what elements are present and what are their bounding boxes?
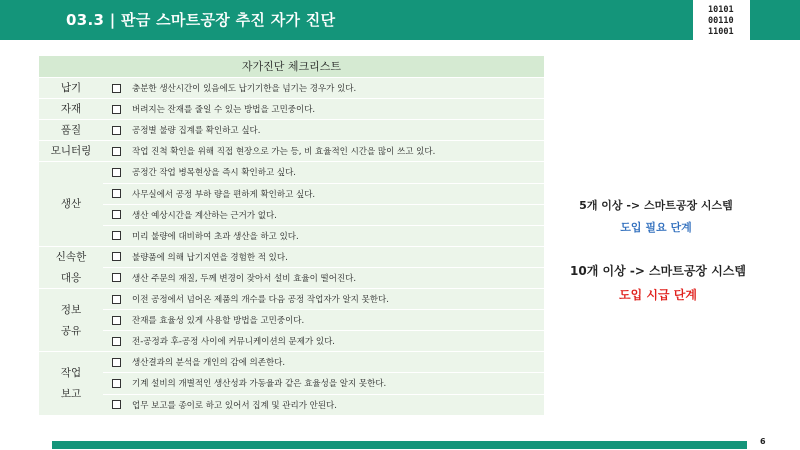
category-label-line: 보고 — [60, 387, 82, 400]
checklist-table — [39, 56, 544, 415]
category-label — [39, 119, 103, 142]
checkbox[interactable] — [112, 84, 121, 93]
page-number: 6 — [760, 437, 766, 446]
checklist-item-text: 공정별 불량 집계를 확인하고 싶다. — [132, 126, 261, 137]
checklist-item-text: 불량품에 의해 납기지연을 경험한 적 있다. — [132, 252, 288, 263]
result-ten-line2: 도입 시급 단계 — [619, 288, 697, 302]
result-five-line2: 도입 필요 단계 — [620, 221, 692, 234]
checkbox[interactable] — [112, 231, 121, 240]
checklist-item-text: 업무 보고를 종이로 하고 있어서 집계 및 관리가 안된다. — [132, 400, 337, 411]
checklist-item-text: 생산결과의 분석을 개인의 감에 의존한다. — [132, 358, 286, 369]
checklist-item-text: 생산 예상시간을 계산하는 근거가 없다. — [132, 210, 277, 221]
row-divider — [103, 183, 544, 184]
checklist-item-text: 작업 진척 확인을 위해 직접 현장으로 가는 등, 비 효율적인 시간을 많이 쓰고 있다. — [132, 147, 436, 158]
checkbox[interactable] — [112, 316, 121, 325]
category-label-line: 정보 — [60, 303, 82, 316]
checkbox[interactable] — [112, 273, 121, 282]
binary-line-1: 10101 — [708, 5, 734, 15]
checkbox[interactable] — [112, 337, 121, 346]
checkbox[interactable] — [112, 105, 121, 114]
checklist-item-text: 기계 설비의 개별적인 생산성과 가동율과 같은 효율성을 알지 못한다. — [132, 379, 387, 390]
checkbox[interactable] — [112, 147, 121, 156]
checklist-item-text: 버려지는 잔재를 줄일 수 있는 방법을 고민중이다. — [132, 105, 316, 116]
category-label-line: 모니터링 — [50, 145, 92, 158]
checkbox[interactable] — [112, 126, 121, 135]
checkbox[interactable] — [112, 295, 121, 304]
category-label-line: 자재 — [60, 103, 82, 116]
row-divider — [103, 225, 544, 226]
checkbox[interactable] — [112, 189, 121, 198]
category-label — [39, 247, 103, 289]
checkbox[interactable] — [112, 168, 121, 177]
category-label-line: 신속한 — [55, 250, 87, 263]
category-label-line: 대응 — [60, 271, 82, 284]
checklist-item-text: 공정간 작업 병목현상을 즉시 확인하고 싶다. — [132, 168, 297, 179]
result-five-line1: 5개 이상 -> 스마트공장 시스템 — [579, 199, 733, 212]
page-title: 03.3 | 판금 스마트공장 추진 자가 진단 — [66, 11, 336, 29]
checkbox[interactable] — [112, 358, 121, 367]
checklist-item-text: 사무실에서 공정 부하 량을 편하게 확인하고 싶다. — [132, 189, 316, 200]
row-divider — [103, 204, 544, 205]
category-label — [39, 77, 103, 100]
category-label — [39, 300, 103, 342]
checkbox[interactable] — [112, 210, 121, 219]
checklist-item-text: 충분한 생산시간이 있음에도 납기기한을 넘기는 경우가 있다. — [132, 84, 357, 94]
row-divider — [103, 267, 544, 268]
checkbox[interactable] — [112, 252, 121, 261]
binary-line-2: 00110 — [708, 16, 734, 26]
row-divider — [103, 330, 544, 331]
category-label — [39, 193, 103, 216]
checklist-title: 자가진단 체크리스트 — [39, 56, 544, 77]
row-divider — [103, 394, 544, 395]
result-ten-line1: 10개 이상 -> 스마트공장 시스템 — [570, 264, 746, 278]
binary-line-3: 11001 — [708, 27, 734, 37]
category-label-line: 생산 — [60, 198, 82, 211]
category-label-line: 품질 — [60, 124, 82, 137]
category-label-line: 공유 — [60, 324, 82, 337]
row-divider — [103, 372, 544, 373]
checklist-item-text: 잔재를 효율성 있게 사용할 방법을 고민중이다. — [132, 316, 305, 327]
checklist-item-text: 미리 불량에 대비하여 초과 생산을 하고 있다. — [132, 231, 299, 242]
row-divider — [103, 309, 544, 310]
category-label-line: 작업 — [60, 366, 82, 379]
checkbox[interactable] — [112, 400, 121, 409]
category-label — [39, 363, 103, 405]
footer-bar — [52, 441, 747, 449]
checkbox[interactable] — [112, 379, 121, 388]
category-label — [39, 98, 103, 121]
checklist-item-text: 생산 주문의 재질, 두께 변경이 잦아서 설비 효율이 떨어진다. — [132, 273, 357, 284]
checklist-item-text: 전-공정과 후-공정 사이에 커뮤니케이션의 문제가 있다. — [132, 337, 335, 348]
category-label — [39, 140, 103, 163]
checklist-item-text: 이전 공정에서 넘어온 제품의 개수를 다음 공정 작업자가 알지 못한다. — [132, 295, 389, 305]
category-label-line: 납기 — [60, 82, 82, 95]
